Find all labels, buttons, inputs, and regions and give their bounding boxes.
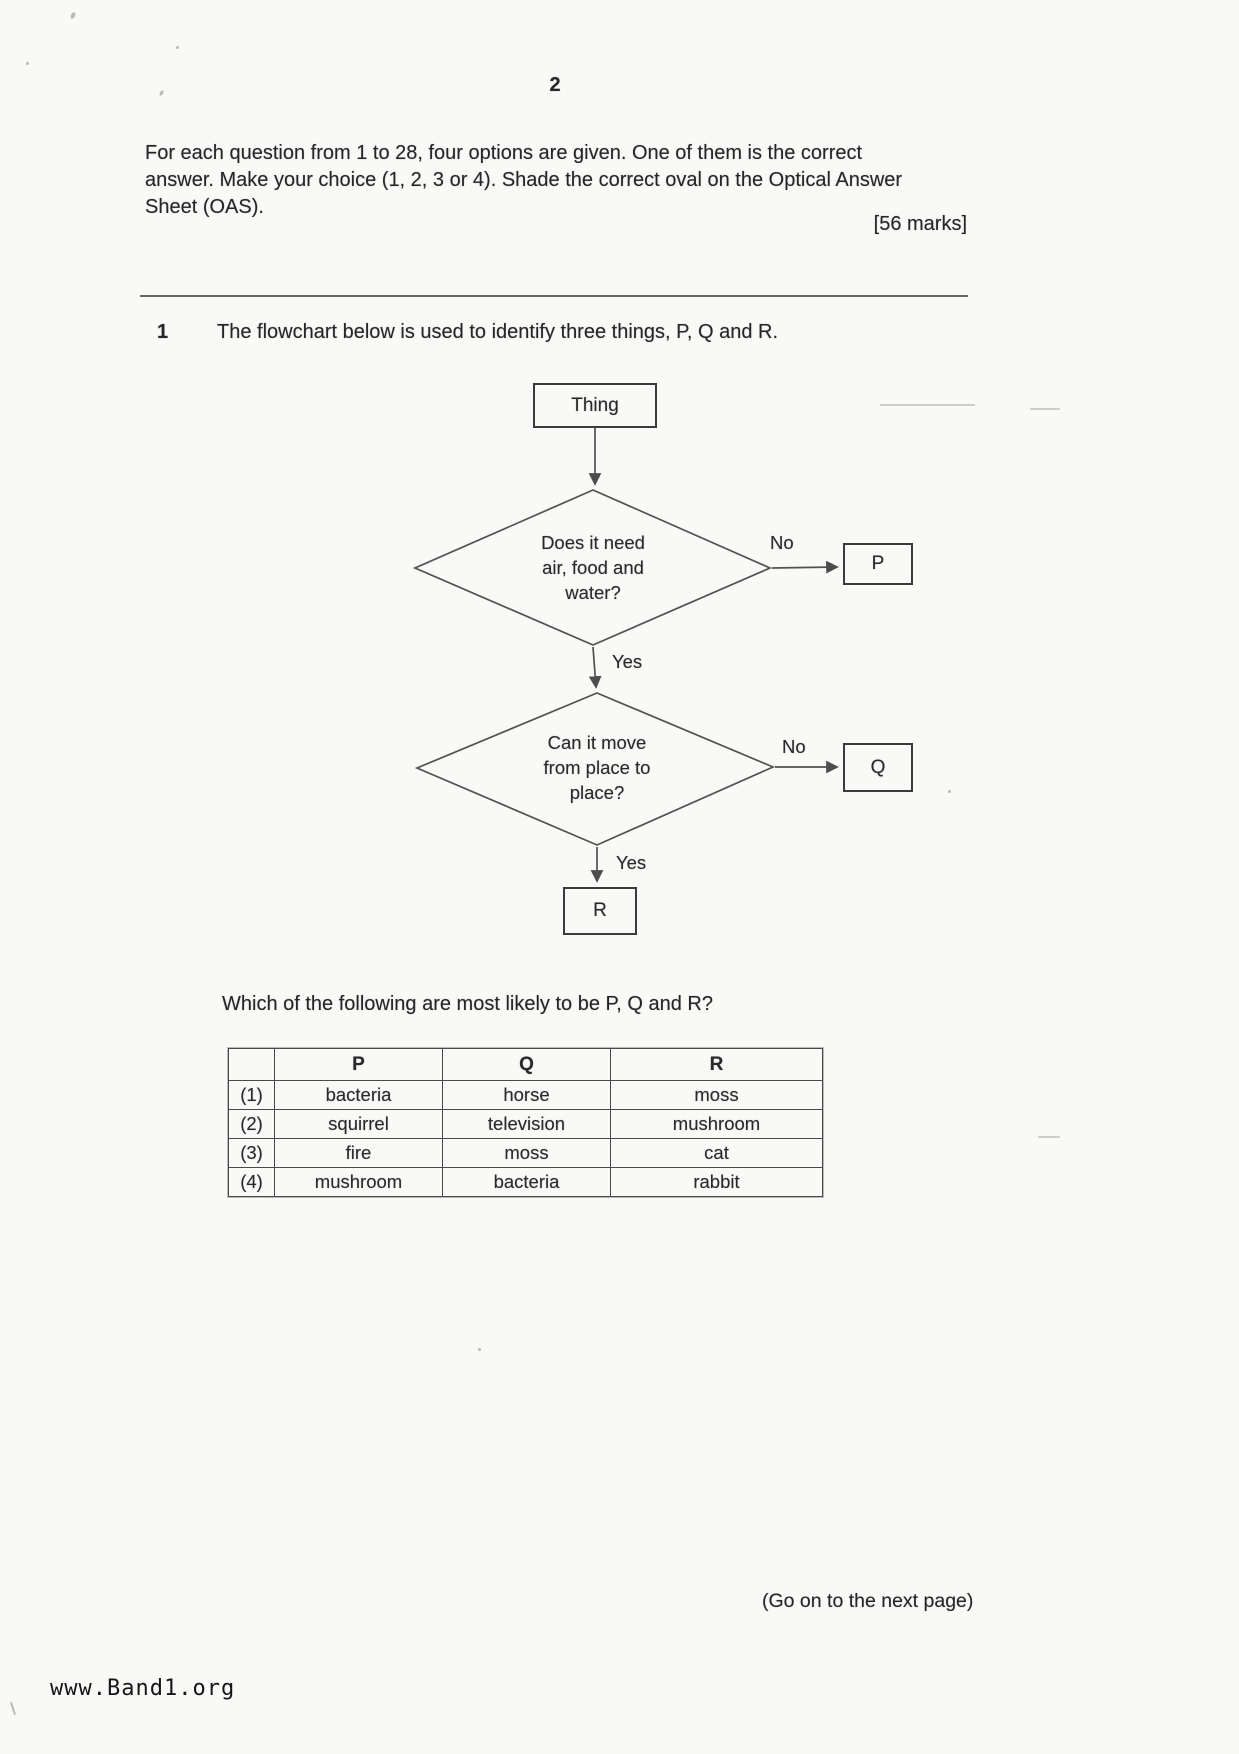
instructions-line-1: For each question from 1 to 28, four options are given. One of them is the correct xyxy=(145,142,863,164)
cell-r: rabbit xyxy=(611,1168,823,1197)
option-label: (2) xyxy=(229,1110,275,1139)
decision-2-line-1: Can it move xyxy=(547,732,647,753)
scan-speck xyxy=(478,1348,481,1351)
scan-speck xyxy=(159,90,165,97)
scan-speck xyxy=(1030,408,1060,410)
cell-p: mushroom xyxy=(275,1168,443,1197)
decision-2-line-2: from place to xyxy=(543,757,651,778)
option-label: (4) xyxy=(229,1168,275,1197)
flowchart-connectors xyxy=(350,340,950,960)
sub-question-text: Which of the following are most likely to be P, Q and R? xyxy=(222,993,713,1015)
next-page-note: (Go on to the next page) xyxy=(762,1590,974,1612)
table-row-option-4 xyxy=(229,1168,823,1197)
table-corner-cell xyxy=(229,1049,275,1081)
flowchart-decision-2 xyxy=(497,730,697,805)
cell-p: fire xyxy=(275,1139,443,1168)
question-text: The flowchart below is used to identify three things, P, Q and R. xyxy=(217,321,779,343)
table-header-r: R xyxy=(611,1049,823,1081)
scan-speck xyxy=(948,790,951,793)
marks-label: [56 marks] xyxy=(873,213,967,235)
scan-speck xyxy=(10,1702,16,1715)
cell-q: television xyxy=(443,1110,611,1139)
answer-options-table xyxy=(228,1048,823,1197)
scan-speck xyxy=(880,404,975,406)
cell-q: bacteria xyxy=(443,1168,611,1197)
instructions-line-2: answer. Make your choice (1, 2, 3 or 4). Shade the correct oval on the Optical Answer xyxy=(145,169,903,191)
cell-r: moss xyxy=(611,1081,823,1110)
flowchart-result-r: R xyxy=(563,887,637,935)
edge-label-yes-2: Yes xyxy=(616,852,647,873)
flowchart-decision-1 xyxy=(493,530,693,605)
decision-2-line-3: place? xyxy=(569,782,625,803)
flowchart-start-node: Thing xyxy=(533,383,657,428)
decision-1-line-3: water? xyxy=(565,582,621,603)
scan-speck xyxy=(176,46,179,49)
section-divider xyxy=(140,295,968,297)
cell-p: squirrel xyxy=(275,1110,443,1139)
edge-label-no-1: No xyxy=(770,532,794,553)
cell-r: mushroom xyxy=(611,1110,823,1139)
identification-flowchart xyxy=(350,340,950,960)
edge-label-yes-1: Yes xyxy=(612,651,643,672)
decision-1-line-2: air, food and xyxy=(542,557,644,578)
decision-1-line-1: Does it need xyxy=(541,532,645,553)
table-header-row xyxy=(229,1049,823,1081)
instructions xyxy=(145,140,975,221)
instructions-line-3: Sheet (OAS). xyxy=(145,196,264,218)
table-row-option-1 xyxy=(229,1081,823,1110)
cell-p: bacteria xyxy=(275,1081,443,1110)
flowchart-result-p: P xyxy=(843,543,913,585)
table-row-option-3 xyxy=(229,1139,823,1168)
option-label: (1) xyxy=(229,1081,275,1110)
cell-q: horse xyxy=(443,1081,611,1110)
flowchart-result-q: Q xyxy=(843,743,913,792)
option-label: (3) xyxy=(229,1139,275,1168)
question-number: 1 xyxy=(157,321,169,343)
table-header-p: P xyxy=(275,1049,443,1081)
cell-q: moss xyxy=(443,1139,611,1168)
cell-r: cat xyxy=(611,1139,823,1168)
table-row-option-2 xyxy=(229,1110,823,1139)
scan-speck xyxy=(1038,1136,1060,1138)
page-number: 2 xyxy=(549,74,561,96)
site-watermark: www.Band1.org xyxy=(50,1676,236,1701)
scan-speck xyxy=(70,11,77,19)
edge-label-no-2: No xyxy=(782,736,806,757)
scan-speck xyxy=(26,62,29,65)
table-header-q: Q xyxy=(443,1049,611,1081)
